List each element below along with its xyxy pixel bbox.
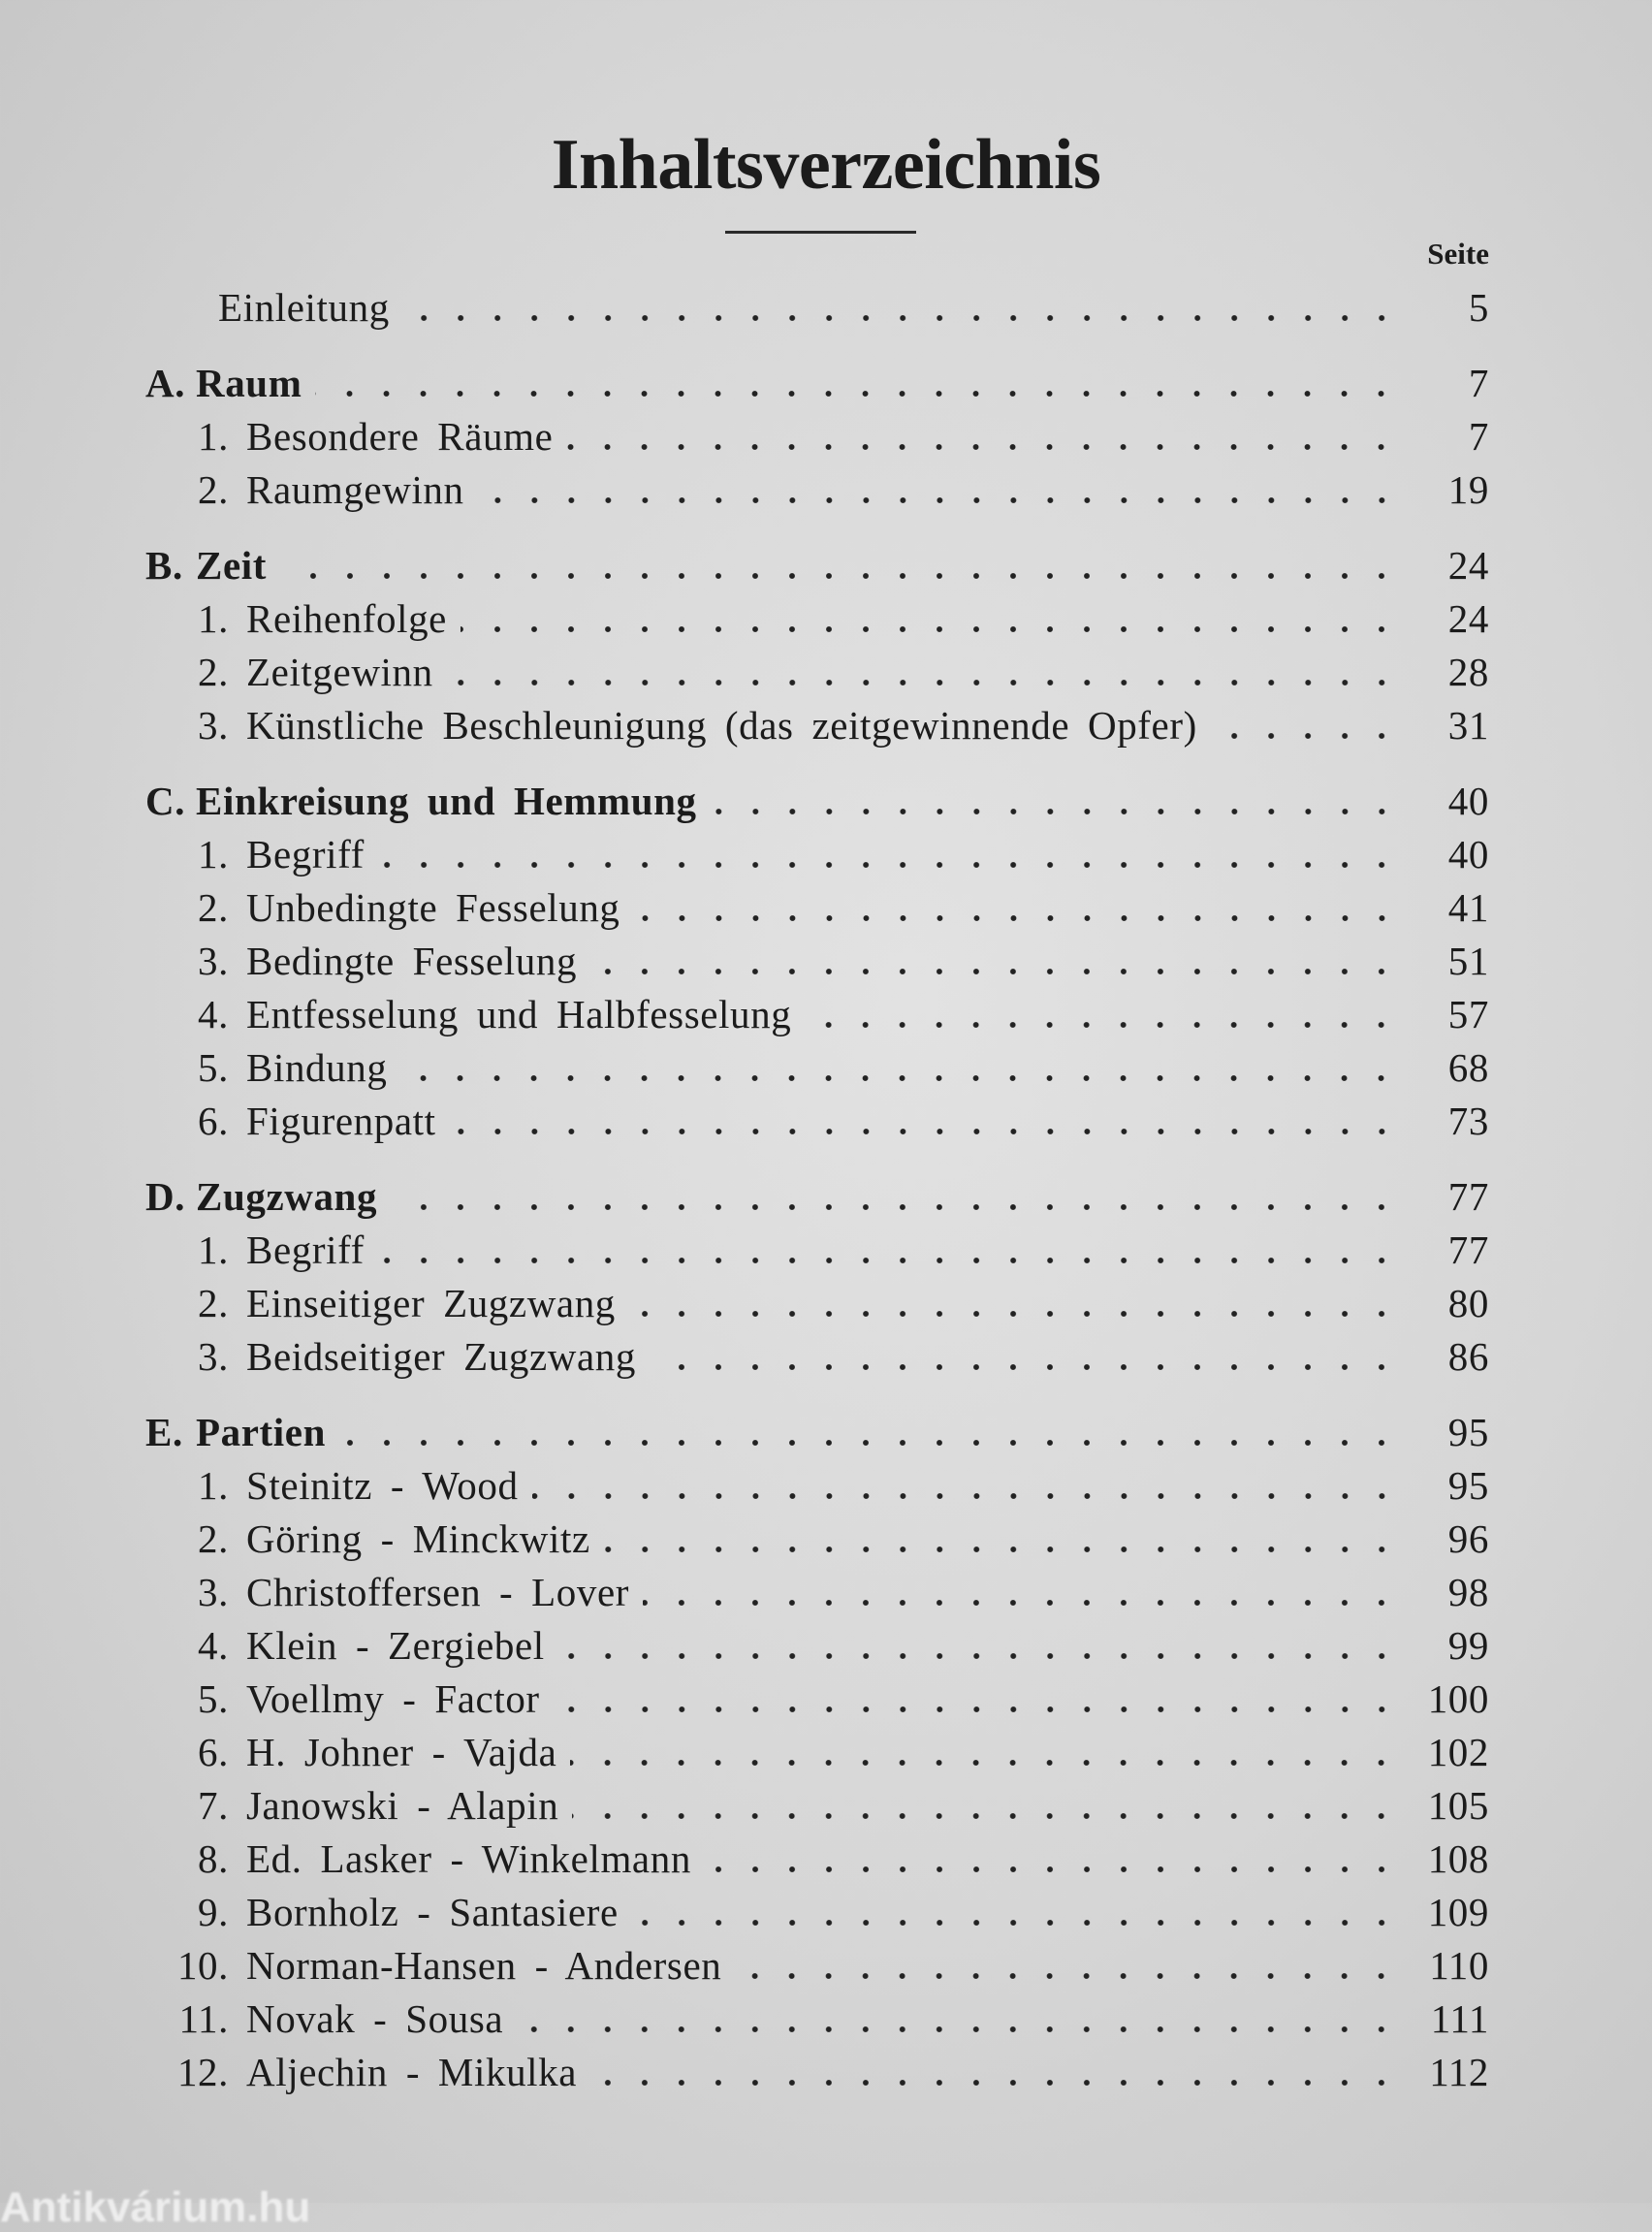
entry-page: 68 [1447,1045,1489,1090]
entry-page: 99 [1447,1623,1489,1668]
section-page: 7 [1468,361,1489,405]
entry-page: 86 [1447,1334,1489,1379]
entry-page: 7 [1468,414,1489,459]
section-label: Partien [196,1410,326,1454]
section-letter: C. [145,779,186,823]
entry-number: 4. [198,992,229,1036]
dot-leader [280,572,1400,580]
toc-entry [145,1673,1489,1726]
toc-section-d [145,1170,1489,1224]
section-page: 40 [1447,779,1489,823]
entry-label: Zeitgewinn [246,650,433,694]
toc-entry [145,1726,1489,1779]
section-letter: E. [145,1410,183,1454]
toc-entry [145,699,1489,752]
dot-leader [629,1310,1400,1318]
entry-number: 1. [198,596,229,641]
toc-entry [145,1330,1489,1384]
toc-entry [145,1833,1489,1886]
entry-number: 3. [198,1334,229,1379]
entry-number: 10. [176,1943,229,1988]
entry-label: Künstliche Beschleunigung (das zeitgewinnende Opfer) [246,703,1197,748]
toc-entry [145,988,1489,1041]
title-divider [725,231,916,234]
dot-leader [461,625,1400,633]
dot-leader [566,443,1400,451]
entry-page: 80 [1447,1281,1489,1325]
entry-number: 5. [198,1676,229,1721]
entry-page: 112 [1429,2050,1489,2094]
entry-page: 28 [1447,650,1489,694]
entry-label: Besondere Räume [246,414,554,459]
entry-label: Novak - Sousa [246,1996,504,2041]
dot-leader [634,914,1400,922]
entry-page: 110 [1429,1943,1489,1988]
entry-page: 102 [1427,1730,1489,1774]
toc-section-e [145,1406,1489,1459]
entry-number: 8. [198,1836,229,1881]
entry-label: Figurenpatt [246,1099,436,1143]
dot-leader [339,1439,1400,1447]
toc-entry [145,1224,1489,1277]
entry-label: Reihenfolge [246,596,447,641]
entry-page: 98 [1447,1570,1489,1614]
toc-entry [145,410,1489,463]
dot-leader [711,808,1400,815]
dot-leader [570,1759,1400,1767]
entry-number: 2. [198,650,229,694]
dot-leader [532,1492,1400,1500]
dot-leader [450,1128,1400,1135]
entry-number: 1. [198,414,229,459]
dot-leader [378,1257,1400,1264]
entry-number: 2. [198,885,229,930]
entry-label: Voellmy - Factor [246,1676,540,1721]
toc-entry [145,1041,1489,1095]
entry-number: 3. [198,703,229,748]
dot-leader [590,968,1400,975]
entry-number: 2. [198,1516,229,1561]
toc-entry [145,935,1489,988]
entry-page: 111 [1430,1996,1489,2041]
dot-leader [558,1652,1400,1660]
toc-entry [145,1939,1489,1993]
dot-leader [378,861,1400,869]
entry-page: 96 [1447,1516,1489,1561]
entry-label: Göring - Minckwitz [246,1516,590,1561]
section-page: 77 [1447,1174,1489,1219]
entry-number: 1. [198,1463,229,1508]
entry-number: 6. [198,1099,229,1143]
entry-page: 19 [1447,467,1489,512]
entry-page: 109 [1427,1890,1489,1934]
entry-label: Bindung [246,1045,388,1090]
section-letter: A. [145,361,186,405]
toc-entry [145,1886,1489,1939]
toc-entry [145,2046,1489,2099]
entry-label: Begriff [246,1228,365,1272]
entry-page: 24 [1447,596,1489,641]
dot-leader [554,1706,1400,1713]
dot-leader [590,2079,1400,2087]
entry-number: 1. [198,1228,229,1272]
toc-section-a [145,357,1489,410]
page-column-label: Seite [1427,237,1489,271]
toc-entry [145,1993,1489,2046]
toc-entry [145,1619,1489,1673]
entry-label: Begriff [246,832,365,877]
entry-page: 108 [1427,1836,1489,1881]
dot-leader [517,2025,1400,2033]
section-page: 95 [1447,1410,1489,1454]
entry-number: 2. [198,1281,229,1325]
toc-entry [145,1513,1489,1566]
table-of-contents [145,281,1489,2099]
entry-number: 2. [198,467,229,512]
toc-entry [145,1779,1489,1833]
toc-entry [145,1459,1489,1513]
entry-page: 100 [1427,1676,1489,1721]
entry-page: 51 [1447,939,1489,983]
toc-entry [145,1566,1489,1619]
entry-label: Ed. Lasker - Winkelmann [246,1836,691,1881]
entry-page: 41 [1447,885,1489,930]
entry-page: 57 [1447,992,1489,1036]
entry-label: Aljechin - Mikulka [246,2050,578,2094]
entry-label: Raumgewinn [246,467,464,512]
entry-label: Steinitz - Wood [246,1463,519,1508]
dot-leader [735,1972,1400,1980]
entry-page: 73 [1447,1099,1489,1143]
entry-label: Christoffersen - Lover [246,1570,630,1614]
toc-entry [145,828,1489,881]
section-letter: B. [145,543,183,588]
entry-page: 31 [1447,703,1489,748]
dot-leader [705,1865,1400,1873]
entry-label: Janowski - Alapin [246,1783,559,1828]
section-page: 24 [1447,543,1489,588]
entry-page: 40 [1447,832,1489,877]
entry-label: Klein - Zergiebel [246,1623,545,1668]
entry-label: Einseitiger Zugzwang [246,1281,616,1325]
toc-section-b [145,539,1489,592]
entry-number: 6. [198,1730,229,1774]
entry-number: 5. [198,1045,229,1090]
section-label: Zugzwang [196,1174,378,1219]
entry-number: 1. [198,832,229,877]
entry-label: Einleitung [218,285,390,330]
dot-leader [572,1812,1400,1820]
dot-leader [632,1919,1400,1927]
entry-number: 3. [198,939,229,983]
section-letter: D. [145,1174,186,1219]
toc-entry [145,881,1489,935]
dot-leader [805,1021,1400,1029]
entry-label: Norman-Hansen - Andersen [246,1943,722,1988]
dot-leader [403,314,1400,322]
entry-page: 77 [1447,1228,1489,1272]
dot-leader [650,1363,1400,1371]
dot-leader [391,1203,1400,1211]
entry-label: Unbedingte Fesselung [246,885,620,930]
dot-leader [400,1074,1400,1082]
dot-leader [1211,732,1400,740]
toc-entry [145,592,1489,646]
section-label: Raum [196,361,302,405]
section-label: Einkreisung und Hemmung [196,779,697,823]
toc-intro-entry [145,281,1489,335]
dot-leader [315,390,1400,398]
section-label: Zeit [196,543,267,588]
dot-leader [447,679,1400,686]
entry-number: 3. [198,1570,229,1614]
entry-label: H. Johner - Vajda [246,1730,557,1774]
dot-leader [478,496,1400,504]
watermark: Antikvárium.hu [0,2184,311,2231]
entry-number: 11. [178,1996,229,2041]
entry-number: 4. [198,1623,229,1668]
toc-entry [145,646,1489,699]
entry-page: 5 [1468,285,1489,330]
entry-label: Entfesselung und Halbfesselung [246,992,792,1036]
dot-leader [643,1599,1400,1607]
entry-page: 105 [1427,1783,1489,1828]
entry-label: Bedingte Fesselung [246,939,578,983]
entry-page: 95 [1447,1463,1489,1508]
dot-leader [604,1546,1400,1553]
entry-number: 7. [198,1783,229,1828]
toc-section-c [145,775,1489,828]
entry-number: 9. [198,1890,229,1934]
toc-entry [145,463,1489,517]
entry-label: Bornholz - Santasiere [246,1890,619,1934]
toc-entry [145,1095,1489,1148]
page-title: Inhaltsverzeichnis [551,125,1101,205]
entry-label: Beidseitiger Zugzwang [246,1334,637,1379]
toc-entry [145,1277,1489,1330]
entry-number: 12. [176,2050,229,2094]
